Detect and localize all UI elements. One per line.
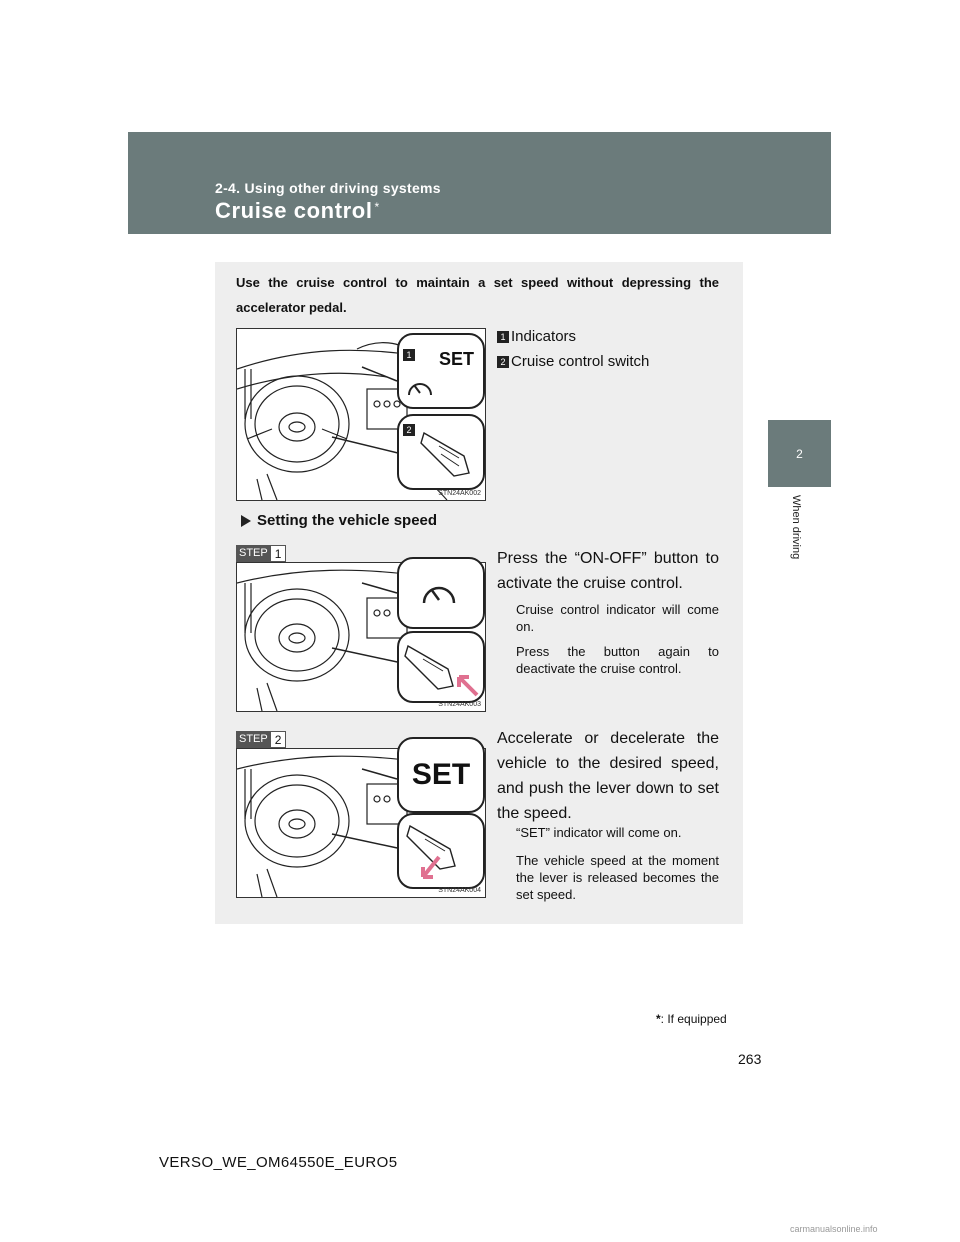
bullet-triangle-icon [241,515,251,527]
figure-code: STN24AK003 [438,701,481,708]
step-number: 2 [271,731,287,748]
step-2-label [236,731,286,748]
legend-label-switch: Cruise control switch [511,353,650,370]
press-arrow-icon [449,667,479,697]
document-id: VERSO_WE_OM64550E_EURO5 [159,1154,398,1171]
callout-set-indicator [397,737,485,813]
figure-code: STN24AK004 [438,887,481,894]
footnote [656,1012,727,1026]
footnote-mark: * [656,1012,661,1026]
callout-number-2: 2 [403,424,415,436]
step-1-text: Press the “ON-OFF” button to activate the cruise control. [497,550,719,592]
figure-cockpit-overview [236,328,486,501]
set-indicator-label: SET [411,758,471,791]
callout-indicator [397,557,485,629]
step-1-label [236,545,286,562]
step-tag: STEP [236,545,271,562]
callout-switch [397,414,485,490]
chapter-tab-label: When driving [790,495,802,560]
step-2-note-1: “SET” indicator will come on. [516,825,682,840]
callout-switch [397,631,485,703]
step-tag: STEP [236,731,271,748]
legend-number-2: 2 [497,356,509,368]
figure-step-2 [236,748,486,898]
page-title-text: Cruise control [215,198,373,223]
section-label: 2-4. Using other driving systems [215,180,441,196]
watermark: carmanualsonline.info [790,1224,878,1234]
step-1-note-1: Cruise control indicator will come on. [516,602,719,634]
footnote-text: : If equipped [660,1012,727,1026]
figure-code: STN24AK002 [438,490,481,497]
legend-item-switch [497,349,649,374]
step-2-note-2: The vehicle speed at the moment the lever is released becomes the set speed. [516,853,719,902]
cruise-indicator-icon [405,373,435,399]
legend-number-1: 1 [497,331,509,343]
intro-text: Use the cruise control to maintain a set speed without depressing the accelerator pedal. [236,275,719,315]
push-down-arrow-icon [417,853,447,883]
cruise-lever-icon [419,428,479,478]
chapter-tab[interactable]: 2 [768,420,831,487]
legend-label-indicators: Indicators [511,328,577,345]
subheading-text: Setting the vehicle speed [257,512,438,529]
step-1-note-2: Press the button again to deactivate the cruise control. [516,644,719,676]
legend-item-indicators [497,324,576,349]
cruise-indicator-icon [419,573,459,607]
callout-switch [397,813,485,889]
page-title [215,198,380,224]
callout-indicators [397,333,485,409]
callout-number-1: 1 [403,349,415,361]
figure-step-1 [236,562,486,712]
set-indicator-label: SET [439,349,475,369]
step-2-text: Accelerate or decelerate the vehicle to the desired speed, and push the lever down to set the speed. [497,730,719,822]
step-number: 1 [271,545,287,562]
subheading-setting-speed [241,512,437,529]
equipped-mark: * [374,200,380,214]
page-number: 263 [738,1051,762,1067]
